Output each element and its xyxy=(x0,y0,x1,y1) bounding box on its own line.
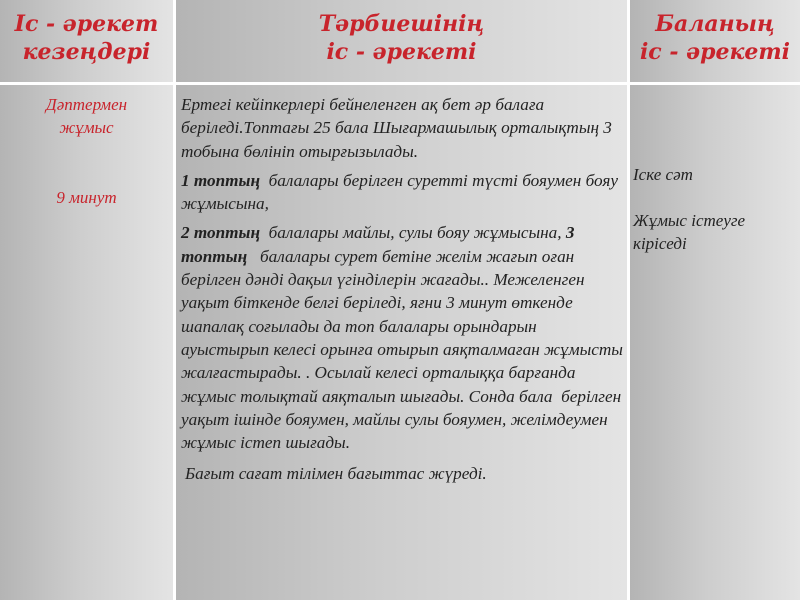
group3-text: балалары сурет бетіне желім жағып оған берілген дәнді дақыл үгінділерін жағады.. Межеленген уақыт біткенде белгі беріледі, яғни 3 минут өткенде шапалақ соғылады да топ балалары орындарын ауыстырып келесі орынға отырып аяқталмаған жұмысты жалғастырады. . Осылай келесі орталыққа барғанда жұмыс толықтай аяқталып шығады. Сонда бала берілген уақыт ішінде бояумен, майлы сулы бояумен, желімдеумен жұмыс істеп шығады. xyxy=(181,246,627,453)
header-cell-stages xyxy=(0,0,173,82)
teacher-paragraph-group1 xyxy=(181,169,623,216)
header-teacher-line1: Тәрбиешінің xyxy=(318,11,485,37)
child-activity-cell xyxy=(630,85,800,600)
header-stages-line2: кезеңдері xyxy=(22,39,151,65)
teacher-activity-cell xyxy=(176,85,627,600)
child-activity-line2: Жұмыс істеуге кіріседі xyxy=(633,211,746,253)
group1-label: 1 топтың xyxy=(181,170,261,190)
teacher-paragraph-intro: Ертегі кейіпкерлері бейнеленген ақ бет әр балаға беріледі.Топтағы 25 бала Шығармашылық орталықтың 3 тобына бөлініп отырғызылады. xyxy=(181,95,612,161)
header-teacher-line2: іс - әрекеті xyxy=(326,39,477,65)
teacher-paragraph-group2-3 xyxy=(181,221,627,454)
stage-name-line1: Дәптермен xyxy=(45,95,128,114)
group2-text: балалары майлы, сулы бояу жұмысына, xyxy=(260,223,566,243)
group2-label: 2 топтың xyxy=(181,223,261,243)
header-child-line2: іс - әрекеті xyxy=(639,39,791,65)
teacher-paragraph-direction: Бағыт сағат тілімен бағыттас жүреді. xyxy=(185,464,487,484)
stage-name-line2: жұмыс xyxy=(59,118,114,137)
header-cell-child xyxy=(630,0,800,82)
group1-text: балалары берілген суретті түсті бояумен бояу жұмысына, xyxy=(181,170,623,214)
header-child-line1: Баланың xyxy=(655,11,775,37)
stage-duration: 9 минут xyxy=(56,188,117,207)
group3-label: 3 топтың xyxy=(181,223,575,266)
header-cell-teacher xyxy=(176,0,627,82)
header-stages-line1: Іс - әрекет xyxy=(14,11,159,37)
spacer xyxy=(633,186,796,209)
stage-cell xyxy=(0,85,173,600)
child-activity-line1: Іске сәт xyxy=(633,165,693,184)
